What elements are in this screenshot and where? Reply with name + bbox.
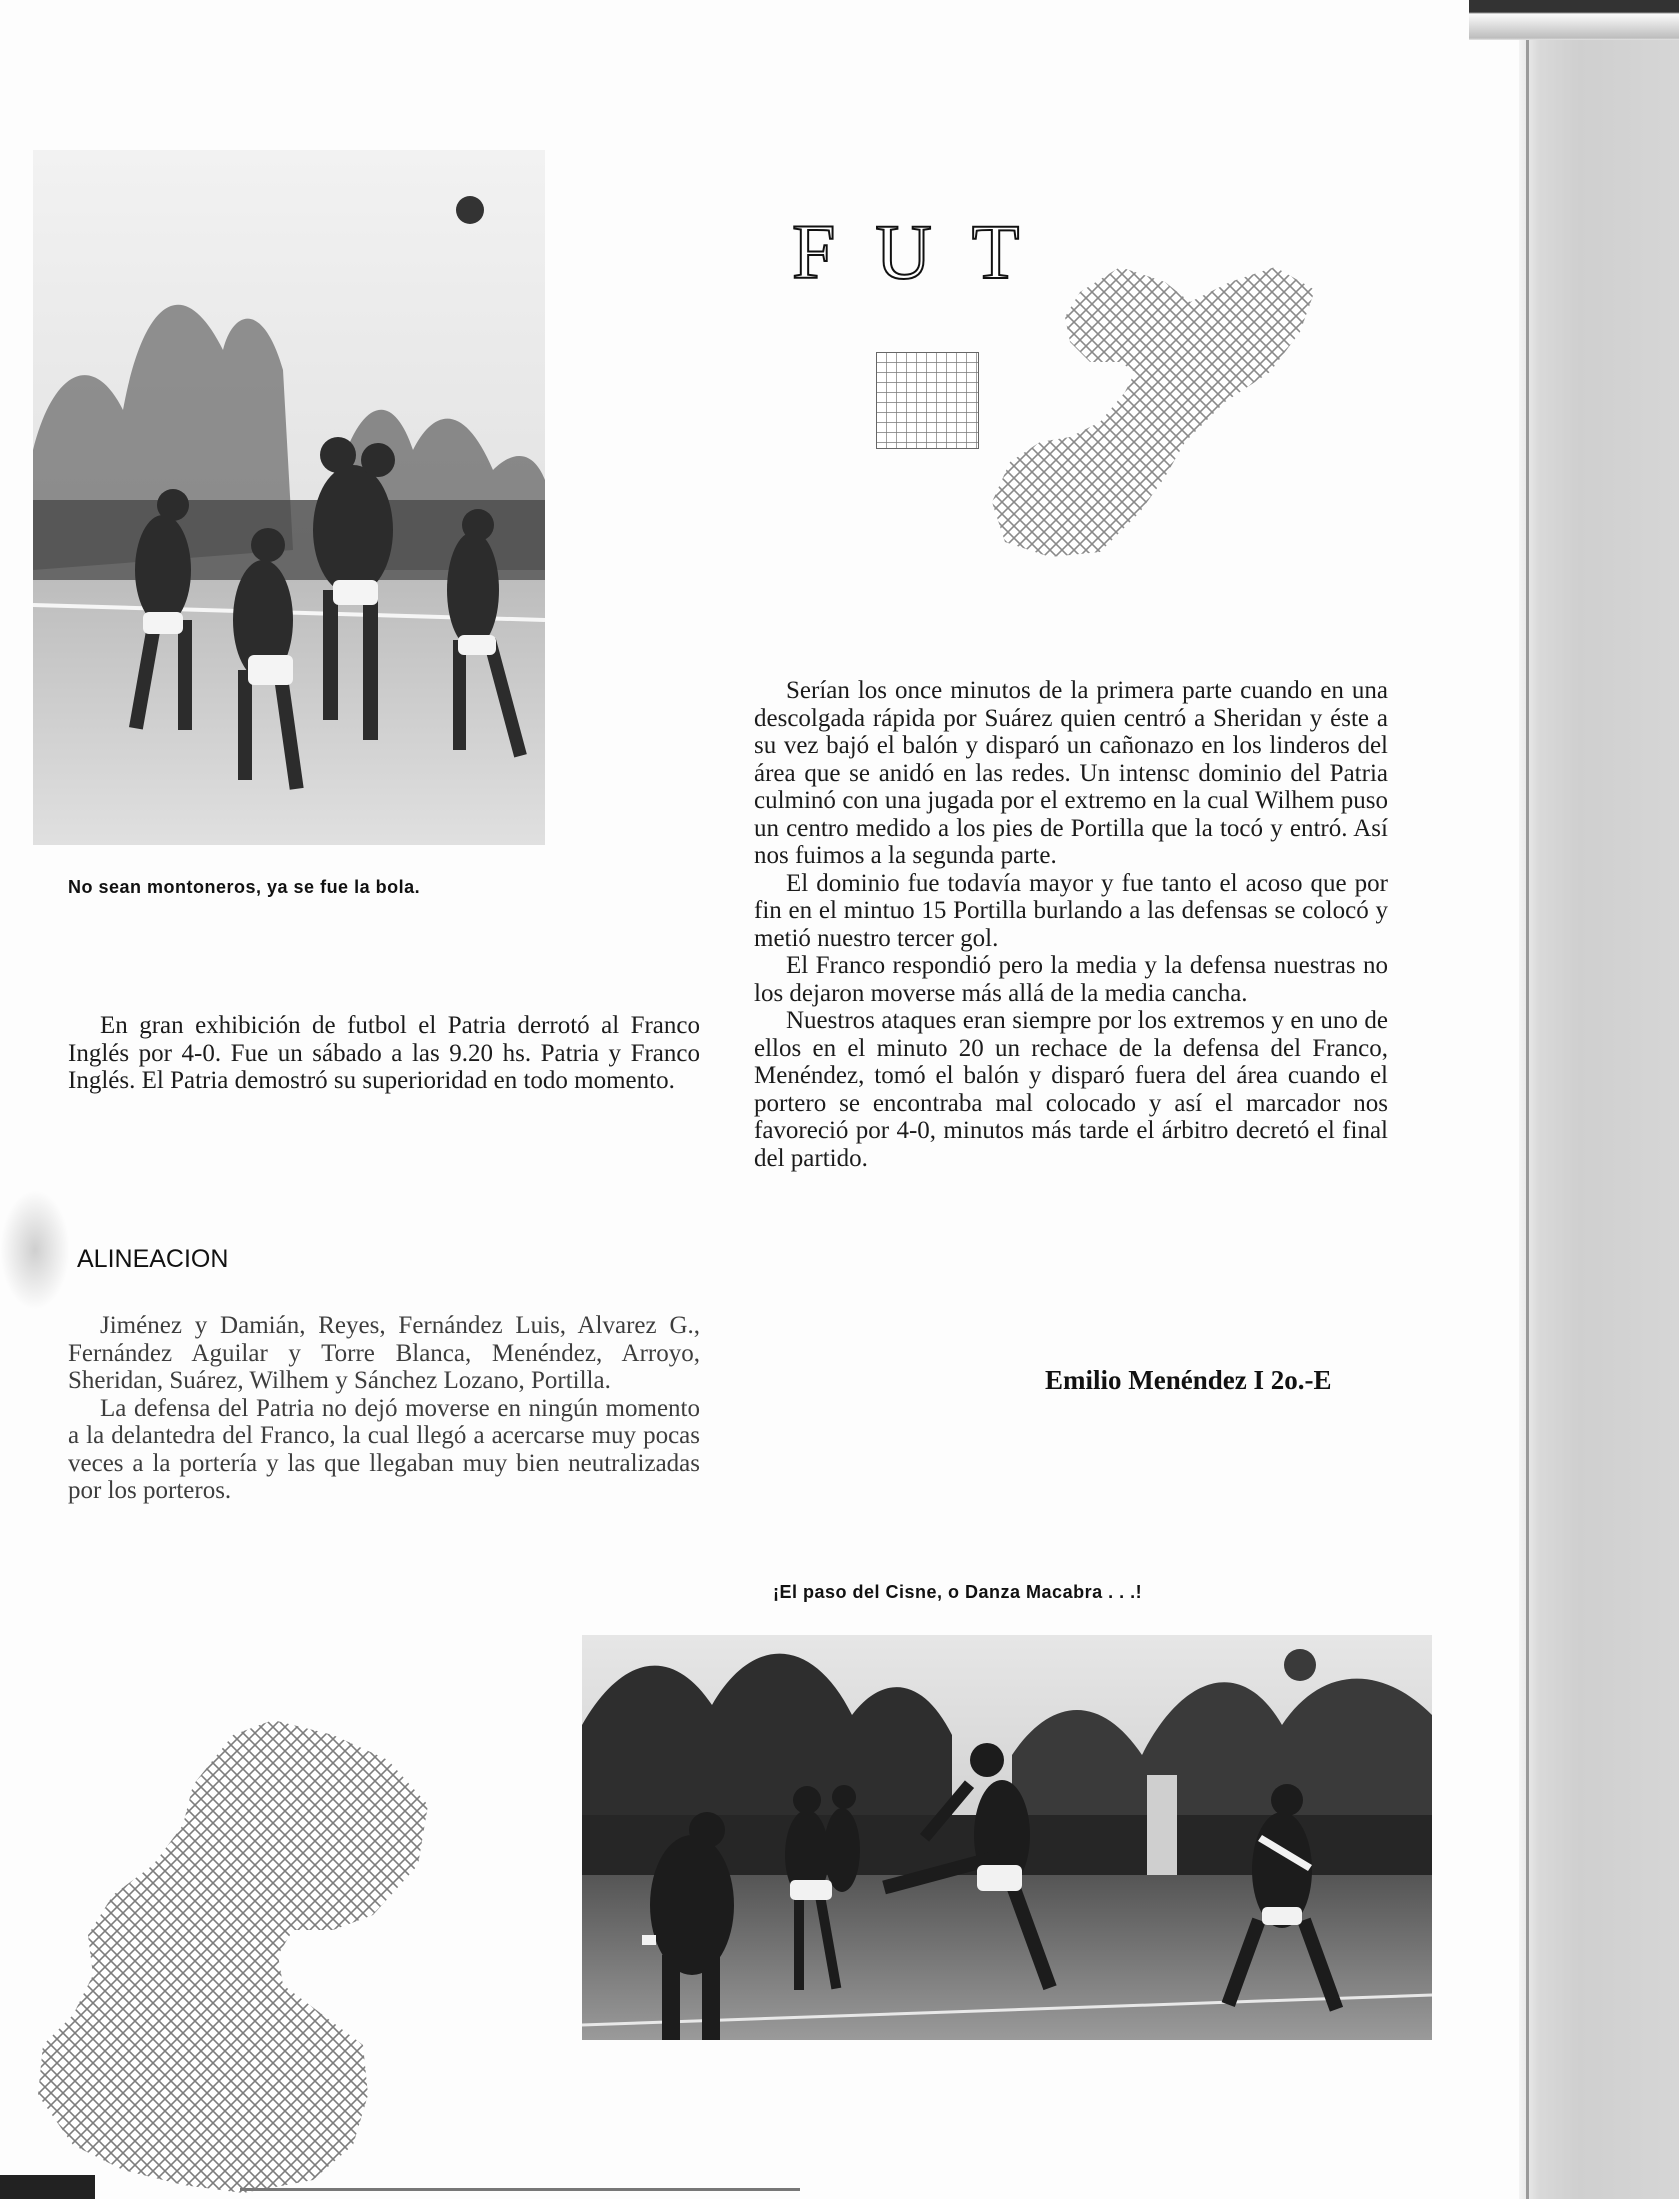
- story-paragraph-1: Serían los once minutos de la primera parte cuando en una descolgada rápida por Suárez quien centró a Sheridan y éste a su vez bajó el balón y disparó un cañonazo en los linderos del área que se anidó en las redes. Un intensc dominio del Patria culminó con una jugada por el extremo en la cual Wilhem puso un centro medido a los pies de Portilla que la tocó y entró. Así nos fuimos a la segunda parte.: [754, 677, 1388, 869]
- grid-square-decoration: [876, 352, 979, 449]
- crosshatch-blob-decoration: [990, 262, 1320, 562]
- soccer-crowd-photo: [33, 150, 545, 845]
- defense-text: La defensa del Patria no dejó moverse en ningún momento a la delantedra del Franco, la cual llegó a acercarse muy pocas veces a la portería y las que llegaban muy bien neutralizadas por los porteros.: [68, 1394, 700, 1504]
- crosshatch-blob-decoration-bottom: [33, 1715, 433, 2195]
- page-title: FUT: [792, 208, 1060, 295]
- top-photo-caption: No sean montoneros, ya se fue la bola.: [68, 877, 421, 897]
- intro-paragraph: [68, 1012, 700, 1095]
- scan-smudge: [0, 1190, 70, 1310]
- scan-bar: [0, 2175, 95, 2199]
- story-paragraph-3: El Franco respondió pero la media y la defensa nuestras no los dejaron moverse más allá de la media cancha.: [754, 952, 1388, 1007]
- story-column: [754, 677, 1388, 1172]
- page-edge-line: [1526, 0, 1529, 2199]
- page-edge-top: [1469, 0, 1679, 40]
- page-edge: [1519, 0, 1679, 2199]
- story-paragraph-4: Nuestros ataques eran siempre por los extremos y en uno de ellos en el minuto 20 un rechace de la defensa del Franco, Menéndez, tomó el balón y disparó fuera del área cuando el portero se encontraba mal colocado y así el marcador nos favoreció por 4-0, minutos más tarde el árbitro decretó el final del partido.: [754, 1007, 1388, 1172]
- author-signature: Emilio Menéndez I 2o.-E: [1045, 1365, 1332, 1395]
- intro-text: En gran exhibición de futbol el Patria derrotó al Franco Inglés por 4-0. Fue un sábado a las 9.20 hs. Patria y Franco Inglés. El Patria demostró su superioridad en todo momento.: [68, 1012, 700, 1094]
- players-text: Jiménez y Damián, Reyes, Fernández Luis, Alvarez G., Fernández Aguilar y Torre Blanca, Menéndez, Arroyo, Sheridan, Suárez, Wilhem y Sánchez Lozano, Portilla.: [68, 1312, 700, 1394]
- soccer-kick-photo: [582, 1635, 1432, 2040]
- alineacion-heading: ALINEACION: [77, 1245, 229, 1273]
- bottom-photo-caption: ¡El paso del Cisne, o Danza Macabra . . .!: [773, 1582, 1143, 1602]
- story-paragraph-2: El dominio fue todavía mayor y fue tanto el acoso que por fin en el mintuo 15 Portilla burlando a las defensas se colocó y metió nuestro tercer gol.: [754, 869, 1388, 952]
- alineacion-players: [68, 1312, 700, 1505]
- scan-line: [240, 2188, 800, 2191]
